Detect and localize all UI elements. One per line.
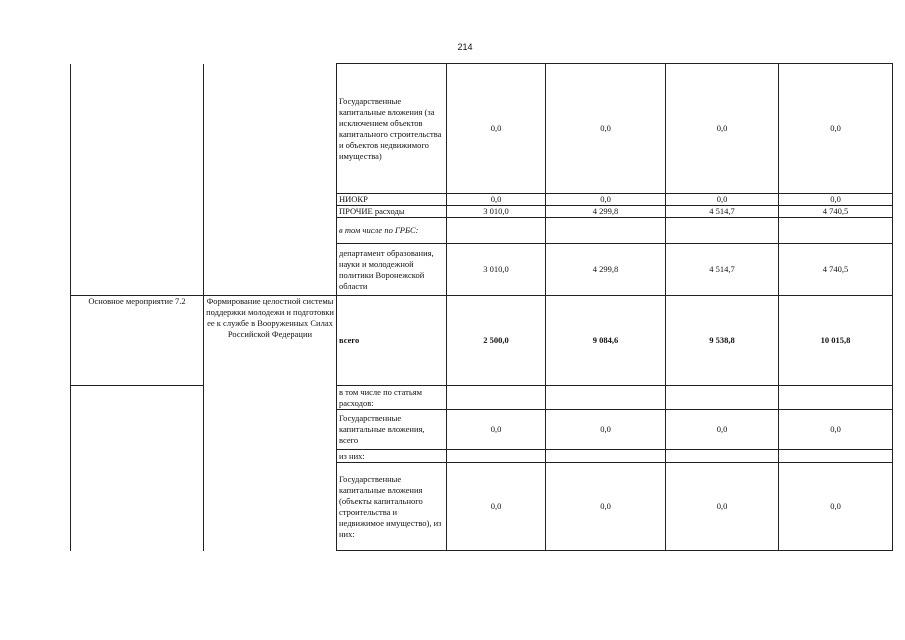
value-cell: 3 010,0 bbox=[447, 206, 546, 218]
value-cell: 4 514,7 bbox=[666, 206, 779, 218]
budget-table bbox=[70, 63, 893, 551]
value-cell: 2 500,0 bbox=[447, 296, 546, 386]
value-cell: 0,0 bbox=[447, 463, 546, 551]
value-cell: 0,0 bbox=[447, 194, 546, 206]
value-cell: 0,0 bbox=[447, 64, 546, 194]
page-number: 214 bbox=[457, 42, 473, 52]
value-cell bbox=[666, 450, 779, 463]
table-row bbox=[71, 206, 893, 218]
value-cell: 0,0 bbox=[666, 64, 779, 194]
row-label: в том числе по ГРБС: bbox=[337, 218, 447, 244]
value-cell: 4 514,7 bbox=[666, 244, 779, 296]
row-label: ПРОЧИЕ расходы bbox=[337, 206, 447, 218]
row-label: в том числе по статьям расходов: bbox=[337, 386, 447, 410]
value-cell: 4 299,8 bbox=[546, 244, 666, 296]
activity-name-cell bbox=[204, 64, 337, 194]
value-cell: 0,0 bbox=[666, 463, 779, 551]
table-row bbox=[71, 463, 893, 551]
value-cell: 0,0 bbox=[447, 410, 546, 450]
activity-code-cell bbox=[71, 64, 204, 194]
value-cell: 0,0 bbox=[779, 64, 893, 194]
table-row bbox=[71, 386, 893, 410]
row-label: из них: bbox=[337, 450, 447, 463]
row-label: Государственные капитальные вложения, всего bbox=[337, 410, 447, 450]
value-cell bbox=[546, 450, 666, 463]
value-cell: 0,0 bbox=[546, 463, 666, 551]
value-cell: 4 299,8 bbox=[546, 206, 666, 218]
value-cell: 9 084,6 bbox=[546, 296, 666, 386]
value-cell bbox=[546, 386, 666, 410]
value-cell bbox=[666, 218, 779, 244]
value-cell bbox=[666, 386, 779, 410]
row-label: Государственные капитальные вложения (за исключением объектов капитального строительства и объектов недвижимого имущества) bbox=[337, 64, 447, 194]
value-cell: 0,0 bbox=[779, 463, 893, 551]
table-row bbox=[71, 194, 893, 206]
table-row bbox=[71, 296, 893, 386]
value-cell: 0,0 bbox=[779, 194, 893, 206]
table-row bbox=[71, 410, 893, 450]
value-cell: 0,0 bbox=[666, 410, 779, 450]
row-label: всего bbox=[337, 296, 447, 386]
value-cell: 4 740,5 bbox=[779, 244, 893, 296]
value-cell bbox=[779, 218, 893, 244]
value-cell: 4 740,5 bbox=[779, 206, 893, 218]
table-row bbox=[71, 244, 893, 296]
value-cell bbox=[447, 386, 546, 410]
value-cell bbox=[779, 450, 893, 463]
activity-name: Формирование целостной системы поддержки молодежи и подготовки ее к службе в Вооруженных Силах Российской Федерации bbox=[204, 296, 337, 386]
value-cell bbox=[447, 218, 546, 244]
value-cell bbox=[447, 450, 546, 463]
table-row bbox=[71, 450, 893, 463]
value-cell: 0,0 bbox=[779, 410, 893, 450]
value-cell bbox=[779, 386, 893, 410]
table-row bbox=[71, 64, 893, 194]
value-cell: 10 015,8 bbox=[779, 296, 893, 386]
table-row bbox=[71, 218, 893, 244]
value-cell: 0,0 bbox=[546, 64, 666, 194]
row-label: Государственные капитальные вложения (объекты капитального строительства и недвижимое имущество), из них: bbox=[337, 463, 447, 551]
value-cell: 9 538,8 bbox=[666, 296, 779, 386]
row-label: департамент образования, науки и молодежной политики Воронежской области bbox=[337, 244, 447, 296]
value-cell: 3 010,0 bbox=[447, 244, 546, 296]
activity-code: Основное мероприятие 7.2 bbox=[71, 296, 204, 386]
value-cell: 0,0 bbox=[666, 194, 779, 206]
value-cell bbox=[546, 218, 666, 244]
value-cell: 0,0 bbox=[546, 194, 666, 206]
value-cell: 0,0 bbox=[546, 410, 666, 450]
row-label: НИОКР bbox=[337, 194, 447, 206]
